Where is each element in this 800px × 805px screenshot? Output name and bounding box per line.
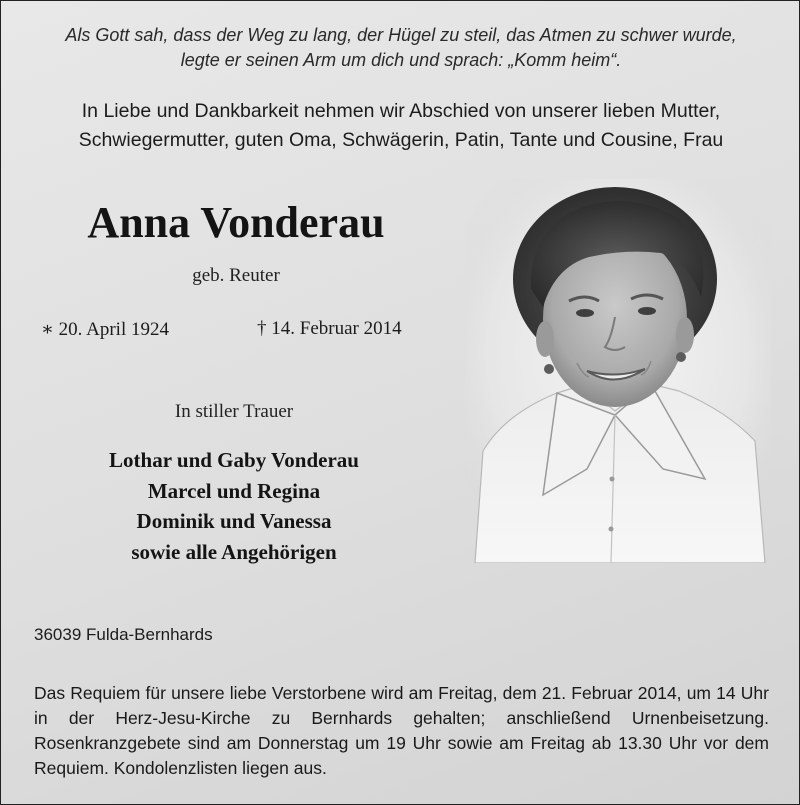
family-member: Dominik und Vanessa: [136, 509, 332, 533]
birth-date: ∗ 20. April 1924: [41, 319, 169, 340]
family-member: Lothar und Gaby Vonderau: [109, 448, 359, 472]
poem-line-1: Als Gott sah, dass der Weg zu lang, der Hügel zu steil, das Atmen zu schwer wurde,: [65, 25, 737, 45]
intro-line-1: In Liebe und Dankbarkeit nehmen wir Abschied von unserer lieben Mutter,: [81, 100, 721, 122]
death-date: † 14. Februar 2014: [257, 318, 402, 339]
intro-line-2: Schwiegermutter, guten Oma, Schwägerin, Patin, Tante und Cousine, Frau: [78, 129, 724, 151]
family-list: [1, 445, 467, 567]
family-member: sowie alle Angehörigen: [131, 539, 337, 564]
maiden-name: geb. Reuter: [192, 265, 280, 286]
deceased-name: Anna Vonderau: [87, 198, 385, 247]
location: 36039 Fulda-Bernhards: [34, 625, 213, 644]
requiem-details: Das Requiem für unsere liebe Verstorbene wird am Freitag, dem 21. Februar 2014, um 14 Uhr in der Herz-Jesu-Kirche zu Bernhards gehalten; anschließend Urnenbeisetzung. Rosenkranzgebete sind am Donnerstag um 19 Uhr sowie am Freitag ab 13.30 Uhr vor dem Requiem. Kondolenzlisten liegen aus.: [34, 683, 769, 778]
portrait-photo: [465, 179, 771, 563]
poem-verse: [1, 23, 800, 73]
poem-line-2: legte er seinen Arm um dich und sprach: „Komm heim“.: [180, 50, 622, 70]
farewell-intro: [1, 97, 800, 155]
family-member: Marcel und Regina: [147, 478, 321, 503]
mourning-label: In stiller Trauer: [174, 401, 294, 422]
